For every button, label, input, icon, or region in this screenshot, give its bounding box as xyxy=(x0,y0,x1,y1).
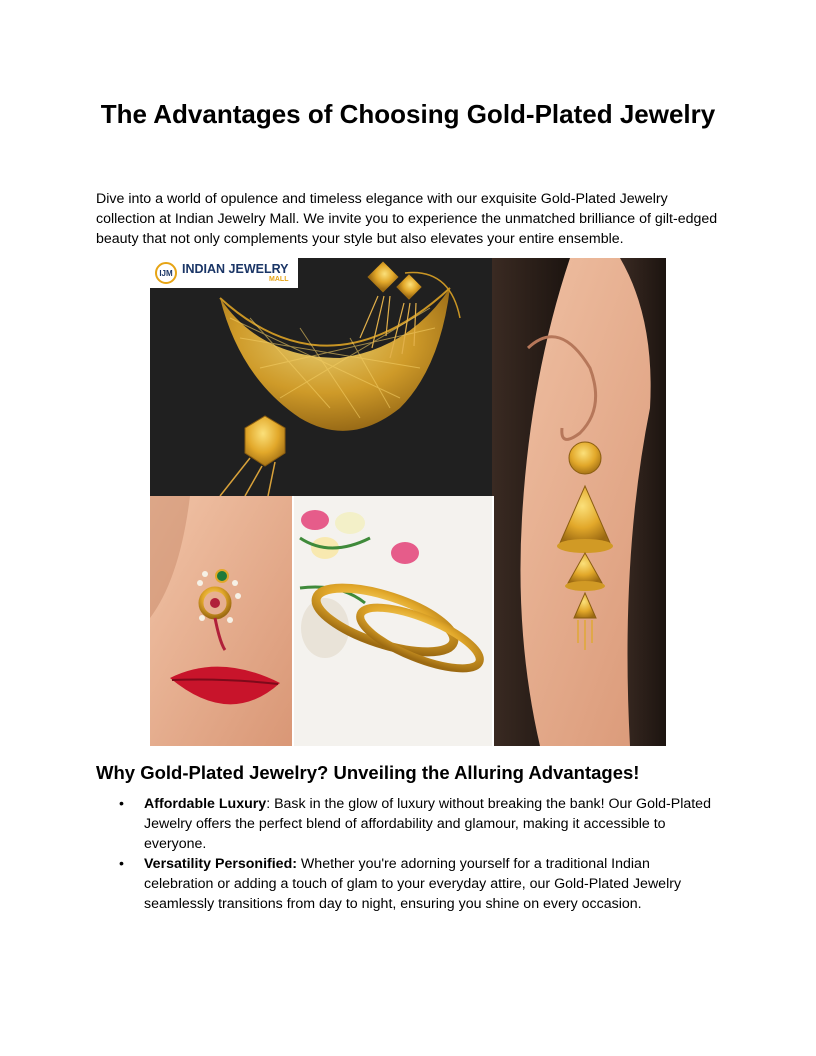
nose-pin-panel xyxy=(150,496,294,746)
intro-paragraph: Dive into a world of opulence and timeless elegance with our exquisite Gold-Plated Jewelry collection at Indian Jewelry Mall. We invite you to experience the unmatched brilliance of gilt-edged beauty that not only complements your style but also elevates your entire ensemble. xyxy=(96,191,718,247)
logo-sub: MALL xyxy=(269,275,289,283)
logo-name: INDIAN JEWELRY xyxy=(182,261,289,276)
necklace-panel xyxy=(150,258,492,496)
bullet-icon: • xyxy=(119,796,124,812)
bullet-icon: • xyxy=(119,856,124,872)
list-item xyxy=(96,854,722,914)
bangles-panel xyxy=(294,496,494,746)
list-item-text: Whether you're adorning yourself for a traditional Indian celebration or adding a touch of glam to your everyday attire, our Gold-Plated Jewelry seamlessly transitions from day to night, ensuring you shine on every occasion. xyxy=(144,856,682,912)
list-item-term: Versatility Personified: xyxy=(144,856,297,872)
list-item xyxy=(96,794,722,854)
earring-panel xyxy=(492,258,666,746)
list-item-text: : Bask in the glow of luxury without breaking the bank! Our Gold-Plated Jewelry offers the perfect blend of affordability and glamour, making it accessible to everyone. xyxy=(144,796,711,852)
section-heading: Why Gold-Plated Jewelry? Unveiling the Alluring Advantages! xyxy=(96,762,640,783)
brand-logo xyxy=(150,258,298,288)
jewelry-collage-image xyxy=(150,258,666,746)
advantages-list xyxy=(96,794,722,914)
logo-badge-icon: IJM xyxy=(155,262,177,284)
page-title: The Advantages of Choosing Gold-Plated Jewelry xyxy=(100,99,716,129)
list-item-term: Affordable Luxury xyxy=(144,796,267,812)
collage-graphic xyxy=(150,258,666,746)
